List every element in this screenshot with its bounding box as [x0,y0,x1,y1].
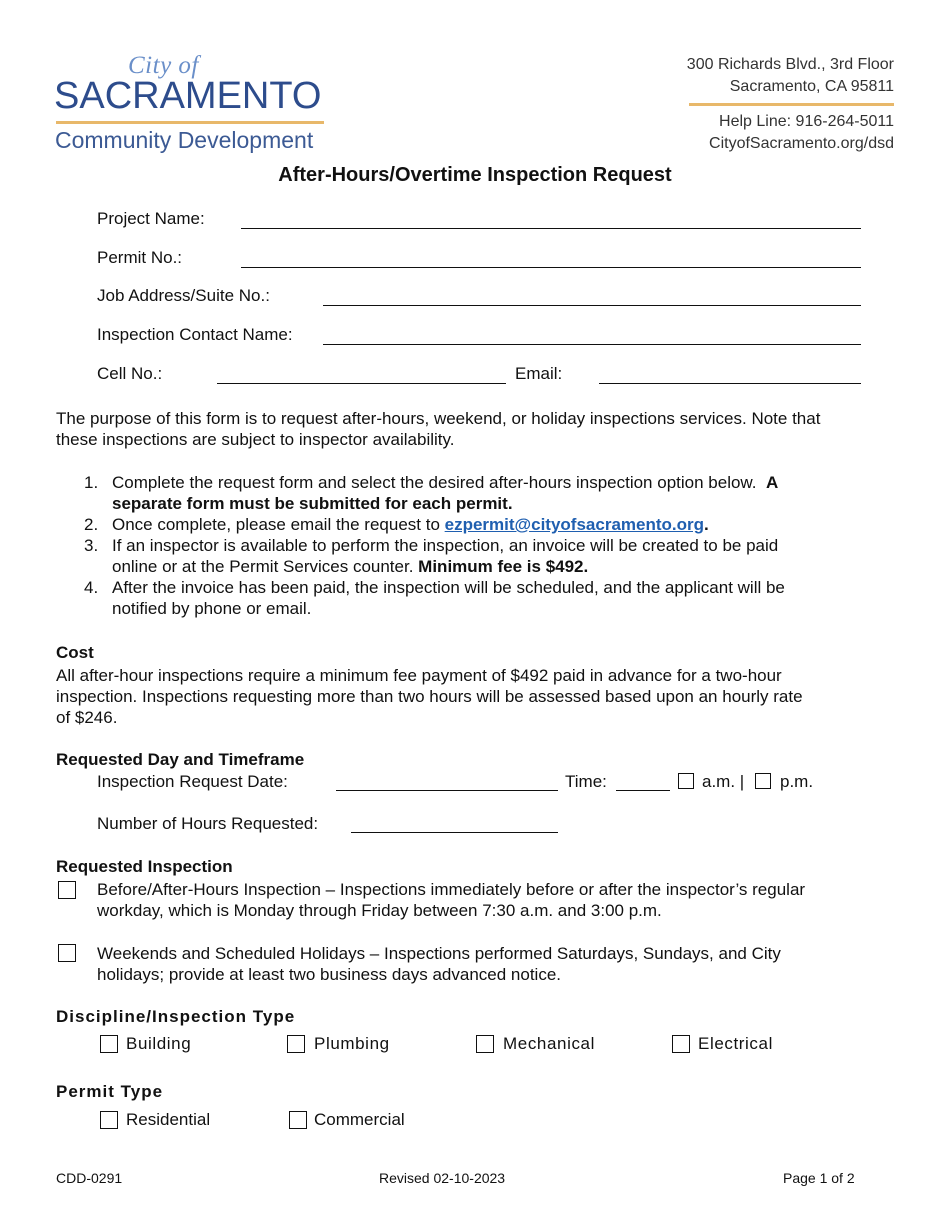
am-checkbox[interactable] [678,773,694,789]
step-bold-text: separate form must be submitted for each permit. [112,494,513,513]
cell-no-field[interactable] [217,383,506,384]
discipline-heading: Discipline/Inspection Type [56,1007,296,1026]
cost-line: of $246. [56,708,118,727]
before-after-hours-checkbox[interactable] [58,881,76,899]
intro-text [56,408,916,450]
step-text: Complete the request form and select the desired after-hours inspection option below. [112,473,757,492]
step-number: 4. [84,578,99,597]
residential-label: Residential [126,1110,211,1129]
list-item [84,577,884,619]
pm-label: p.m. [780,772,814,791]
address-line2: Sacramento, CA 95811 [729,78,894,95]
list-item [84,472,884,514]
logo-city-of: City of [128,52,199,79]
permit-type-heading: Permit Type [56,1082,164,1101]
electrical-checkbox[interactable] [672,1035,690,1053]
am-label: a.m. | [702,772,745,791]
page-number: Page 1 of 2 [783,1170,855,1186]
project-name-label: Project Name: [97,209,205,228]
steps-list [84,472,884,619]
step-period: . [704,515,709,534]
request-date-field[interactable] [336,790,558,791]
intro-line: The purpose of this form is to request after-hours, weekend, or holiday inspections services. Note that [56,409,821,428]
pm-checkbox[interactable] [755,773,771,789]
weekends-holidays-text [97,943,917,985]
intro-line: these inspections are subject to inspector availability. [56,430,455,449]
mechanical-label: Mechanical [503,1034,595,1053]
logo-sacramento: SACRAMENTO [54,75,322,117]
residential-checkbox[interactable] [100,1111,118,1129]
hours-requested-field[interactable] [351,832,558,833]
cost-line: inspection. Inspections requesting more than two hours will be assessed based upon an hourly rate [56,687,803,706]
list-item [84,514,884,535]
hours-requested-label: Number of Hours Requested: [97,814,319,833]
step-text: If an inspector is available to perform the inspection, an invoice will be created to be paid [112,536,779,555]
requested-inspection-heading: Requested Inspection [56,857,233,876]
request-date-label: Inspection Request Date: [97,772,288,791]
inspection-contact-label: Inspection Contact Name: [97,325,293,344]
option-line: Weekends and Scheduled Holidays – Inspections performed Saturdays, Sundays, and City [97,944,781,963]
step-number: 2. [84,515,99,534]
logo-department: Community Development [55,127,314,153]
time-field[interactable] [616,790,670,791]
electrical-label: Electrical [698,1034,773,1053]
email-field[interactable] [599,383,861,384]
header-divider [689,103,894,106]
cost-heading: Cost [56,643,94,662]
commercial-label: Commercial [314,1110,405,1129]
plumbing-checkbox[interactable] [287,1035,305,1053]
step-text: notified by phone or email. [112,599,312,618]
step-text: online or at the Permit Services counter. [112,557,414,576]
step-text: After the invoice has been paid, the inspection will be scheduled, and the applicant will be [112,578,785,597]
revised-date: Revised 02-10-2023 [379,1170,506,1186]
address-line1: 300 Richards Blvd., 3rd Floor [686,56,894,73]
step-number: 3. [84,536,99,555]
permit-no-field[interactable] [241,267,861,268]
email-label: Email: [515,364,563,383]
step-bold-text: A [765,473,779,492]
inspection-contact-field[interactable] [323,344,861,345]
option-line: Before/After-Hours Inspection – Inspections immediately before or after the inspector’s regular [97,880,806,899]
plumbing-label: Plumbing [314,1034,390,1053]
before-after-hours-text [97,879,917,921]
permit-no-label: Permit No.: [97,248,183,267]
job-address-field[interactable] [323,305,861,306]
option-line: workday, which is Monday through Friday between 7:30 a.m. and 3:00 p.m. [97,901,662,920]
email-link[interactable]: ezpermit@cityofsacramento.org [444,515,705,534]
commercial-checkbox[interactable] [289,1111,307,1129]
option-line: holidays; provide at least two business days advanced notice. [97,965,561,984]
form-id: CDD-0291 [56,1170,123,1186]
website: CityofSacramento.org/dsd [709,135,894,152]
job-address-label: Job Address/Suite No.: [97,286,270,305]
cost-text [56,665,906,728]
requested-day-heading: Requested Day and Timeframe [56,750,305,769]
cost-line: All after-hour inspections require a minimum fee payment of $492 paid in advance for a two-hour [56,666,782,685]
cell-no-label: Cell No.: [97,364,163,383]
step-text: Once complete, please email the request to [112,515,440,534]
page-title: After-Hours/Overtime Inspection Request [278,164,672,186]
step-number: 1. [84,473,99,492]
time-label: Time: [565,772,607,791]
weekends-holidays-checkbox[interactable] [58,944,76,962]
project-name-field[interactable] [241,228,861,229]
list-item [84,535,884,577]
help-line: Help Line: 916-264-5011 [719,113,894,130]
mechanical-checkbox[interactable] [476,1035,494,1053]
building-checkbox[interactable] [100,1035,118,1053]
step-bold-text: Minimum fee is $492. [418,557,589,576]
building-label: Building [126,1034,192,1053]
logo-divider [56,121,324,124]
